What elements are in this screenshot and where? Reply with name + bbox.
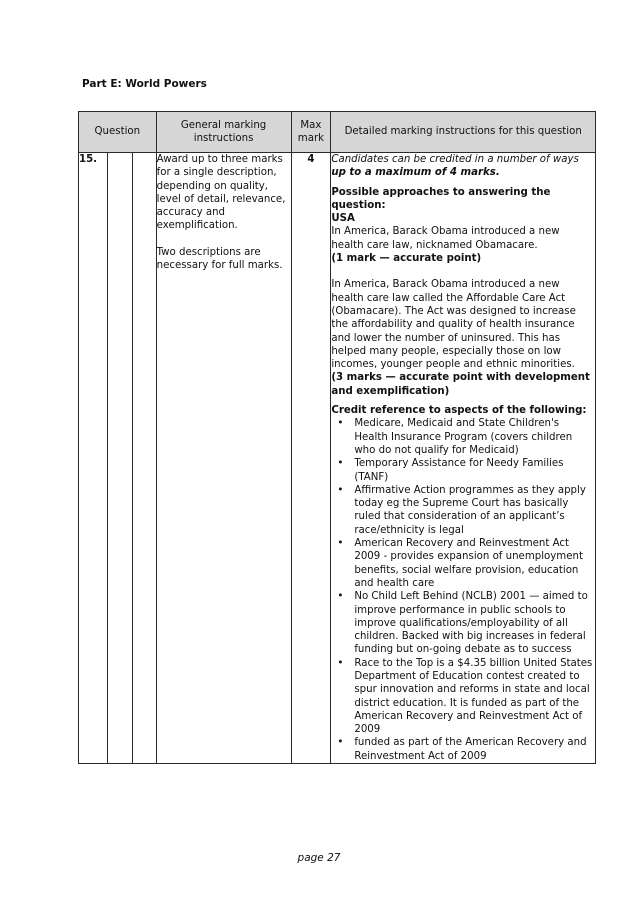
list-item-text: Affirmative Action programmes as they apply today eg the Supreme Court has basically ruled that consideration of an applicant’s race/ethnicity is legal bbox=[354, 484, 586, 536]
intro-max-marks: up to a maximum of 4 marks. bbox=[331, 167, 500, 179]
bullet-icon: • bbox=[337, 458, 344, 470]
general-instruction-text: Two descriptions are necessary for full marks. bbox=[156, 246, 283, 272]
example-2-mark: (3 marks — accurate point with development and exemplification) bbox=[331, 372, 590, 397]
header-general-instructions: General marking instructions bbox=[156, 112, 291, 153]
list-item bbox=[331, 484, 595, 537]
approaches-heading: Possible approaches to answering the question: bbox=[331, 186, 551, 211]
header-max-mark: Max mark bbox=[291, 112, 331, 153]
bullet-icon: • bbox=[337, 538, 344, 550]
country-label: USA bbox=[331, 213, 355, 225]
question-number: 15. bbox=[79, 153, 108, 764]
list-item-text: funded as part of the American Recovery and Reinvestment Act of 2009 bbox=[354, 737, 587, 762]
general-instruction-text: Award up to three marks for a single description, depending on quality, level of detail, relevance, accuracy and exemplification. bbox=[156, 154, 286, 232]
list-item bbox=[331, 537, 595, 590]
table-row bbox=[79, 153, 596, 764]
list-item-text: Medicare, Medicaid and State Children's Health Insurance Program (covers children who do not qualify for Medicaid) bbox=[354, 418, 573, 456]
list-item bbox=[331, 457, 595, 484]
bullet-icon: • bbox=[337, 591, 344, 603]
list-item bbox=[331, 590, 595, 656]
list-item-text: Temporary Assistance for Needy Families (TANF) bbox=[354, 458, 564, 483]
max-mark-value: 4 bbox=[291, 153, 331, 764]
general-instructions-cell bbox=[156, 153, 291, 764]
credit-list bbox=[331, 417, 595, 763]
intro-prefix: Candidates can be credited in a number of ways bbox=[331, 154, 579, 165]
bullet-icon: • bbox=[337, 484, 344, 496]
intro-text bbox=[331, 153, 595, 180]
page-number: page 27 bbox=[297, 852, 341, 864]
example-answer-2: In America, Barack Obama introduced a new health care law called the Affordable Care Act (Obamacare). The Act was designed to increase the affordability and quality of health insurance and lower the number of uninsured. This has helped many people, especially those on low incomes, younger people and ethnic minorities. bbox=[331, 279, 576, 371]
example-1-mark: (1 mark — accurate point) bbox=[331, 253, 482, 265]
section-heading: Part E: World Powers bbox=[82, 78, 207, 90]
list-item-text: Race to the Top is a $4.35 billion United States Department of Education contest created to spur innovation and reforms in state and local district education. It is funded as part of the American Recovery and Reinvestment Act of 2009 bbox=[354, 657, 593, 736]
list-item-text: American Recovery and Reinvestment Act 2009 - provides expansion of unemployment benefits, social welfare provision, education and health care bbox=[354, 538, 583, 589]
question-subpart-cell bbox=[107, 153, 133, 764]
example-answer-1: In America, Barack Obama introduced a new health care law, nicknamed Obamacare. bbox=[331, 226, 560, 251]
list-item-text: No Child Left Behind (NCLB) 2001 — aimed to improve performance in public schools to improve qualifications/employability of all children. Backed with big increases in federal funding but on-going debate as to success bbox=[354, 591, 588, 656]
table-header-row bbox=[79, 112, 596, 153]
header-question: Question bbox=[79, 112, 157, 153]
credit-heading: Credit reference to aspects of the following: bbox=[331, 405, 587, 417]
list-item bbox=[331, 736, 595, 763]
marking-table bbox=[78, 111, 596, 764]
list-item bbox=[331, 417, 595, 457]
bullet-icon: • bbox=[337, 418, 344, 430]
bullet-icon: • bbox=[337, 657, 344, 669]
detailed-instructions-cell bbox=[331, 153, 596, 764]
header-detailed-instructions: Detailed marking instructions for this question bbox=[331, 112, 596, 153]
list-item bbox=[331, 657, 595, 737]
question-subpart-cell bbox=[133, 153, 157, 764]
bullet-icon: • bbox=[337, 737, 344, 749]
